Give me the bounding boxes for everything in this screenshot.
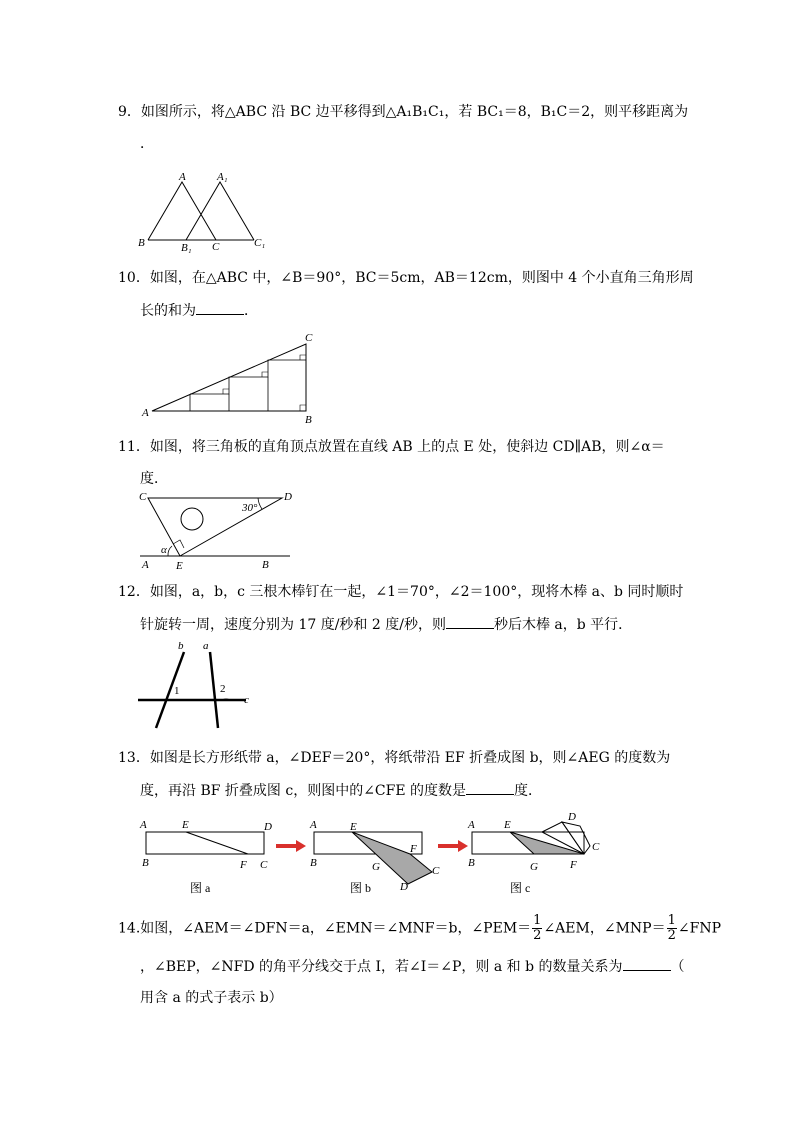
figure-set-square <box>136 486 296 572</box>
question-14-text-c: ∠FNP <box>677 920 721 937</box>
question-14-text-a: 14.如图，∠AEM＝∠DFN＝a，∠EMN＝∠MNF＝b，∠PEM＝ <box>118 920 532 937</box>
question-11-line1: 11．如图，将三角板的直角顶点放置在直线 AB 上的点 E 处，使斜边 CD∥AB，则∠α＝ <box>118 439 665 455</box>
fraction-num-2: 1 <box>667 913 676 928</box>
question-10-end: ． <box>244 303 258 319</box>
answer-blank <box>446 614 494 629</box>
label-A: A <box>310 819 317 831</box>
label-E: E <box>182 819 189 831</box>
question-13-end: 度． <box>514 783 543 799</box>
answer-blank <box>196 300 244 315</box>
question-14-line1 <box>118 914 721 943</box>
label-F: F <box>240 859 247 871</box>
question-13-line1: 13．如图是长方形纸带 a，∠DEF＝20°，将纸带沿 EF 折叠成图 b，则∠AEG 的度数为 <box>118 750 671 766</box>
label-B: B <box>262 559 269 571</box>
label-b: b <box>178 640 184 652</box>
label-B: B <box>310 857 317 869</box>
label-D: D <box>284 491 292 503</box>
question-12-text: 针旋转一周，速度分别为 17 度/秒和 2 度/秒，则 <box>140 617 446 633</box>
question-14-end: （ <box>670 959 685 975</box>
answer-blank <box>466 780 514 795</box>
label-A: A <box>468 819 475 831</box>
label-D: D <box>264 821 272 833</box>
label-angle-2: 2 <box>220 683 226 695</box>
label-A: A <box>142 407 149 419</box>
question-9-line1: 9．如图所示，将△ABC 沿 BC 边平移得到△A₁B₁C₁，若 BC₁＝8，B₁C＝2，则平移距离为 <box>118 104 689 120</box>
label-E: E <box>176 560 183 572</box>
label-D: D <box>400 881 408 893</box>
label-B1: B₁ <box>181 242 192 254</box>
fraction-half-2 <box>667 914 677 943</box>
label-B: B <box>142 857 149 869</box>
label-30deg: 30° <box>242 502 258 514</box>
label-E: E <box>350 821 357 833</box>
label-A: A <box>142 559 149 571</box>
figure-three-sticks <box>134 638 264 734</box>
label-B: B <box>305 414 312 426</box>
caption-fig-a: 图 a <box>190 881 211 895</box>
question-14-text-b: ∠AEM，∠MNP＝ <box>543 920 666 937</box>
question-10-text: 长的和为 <box>140 303 196 319</box>
label-A1: A₁ <box>217 171 228 183</box>
question-10-line2 <box>140 300 258 321</box>
arrow-icon <box>276 840 306 852</box>
label-C: C <box>305 332 313 344</box>
question-14-line3: 用含 a 的式子表示 b） <box>140 990 283 1006</box>
fraction-num: 1 <box>533 913 542 928</box>
figure-paper-fold <box>136 808 616 900</box>
caption-fig-c: 图 c <box>510 881 531 895</box>
label-C: C <box>260 859 268 871</box>
figure-translated-triangles <box>138 168 268 252</box>
question-12-line1: 12．如图，a，b，c 三根木棒钉在一起，∠1＝70°，∠2＝100°，现将木棒 a、b 同时顺时 <box>118 584 684 600</box>
label-C: C <box>212 241 220 253</box>
question-14-line2 <box>140 956 685 977</box>
label-B: B <box>468 857 475 869</box>
question-9-line2: ． <box>140 136 154 152</box>
question-14-text: ，∠BEP，∠NFD 的角平分线交于点 I，若∠I＝∠P，则 a 和 b 的数量关系为 <box>140 959 623 975</box>
label-A: A <box>179 171 186 183</box>
caption-fig-b: 图 b <box>350 881 372 895</box>
label-C1: C₁ <box>254 237 266 249</box>
label-E: E <box>504 819 511 831</box>
question-13-line2 <box>140 780 542 801</box>
label-G: G <box>530 861 538 873</box>
label-G: G <box>372 861 380 873</box>
question-13-text: 度，再沿 BF 折叠成图 c，则图中的∠CFE 的度数是 <box>140 783 467 799</box>
label-F: F <box>570 859 577 871</box>
label-B: B <box>138 237 145 249</box>
label-C: C <box>592 841 600 853</box>
label-a: a <box>203 640 209 652</box>
label-A: A <box>140 819 147 831</box>
label-C: C <box>139 491 147 503</box>
question-12-line2 <box>140 614 632 635</box>
label-angle-1: 1 <box>174 685 180 697</box>
label-C: C <box>432 865 440 877</box>
label-D: D <box>568 811 576 823</box>
fraction-den: 2 <box>533 928 542 943</box>
figure-right-triangle-steps <box>140 330 320 426</box>
fraction-half <box>532 914 542 943</box>
label-c: c <box>244 694 249 706</box>
question-10-line1: 10．如图，在△ABC 中，∠B＝90°，BC＝5cm，AB＝12cm，则图中 4 个小直角三角形周 <box>118 270 694 286</box>
question-11-line2: 度． <box>140 471 168 487</box>
arrow-icon <box>438 840 468 852</box>
fraction-den-2: 2 <box>667 928 676 943</box>
question-12-end: 秒后木棒 a，b 平行． <box>493 617 633 633</box>
label-alpha: α <box>161 544 167 556</box>
label-F: F <box>410 843 417 855</box>
answer-blank <box>623 956 671 971</box>
